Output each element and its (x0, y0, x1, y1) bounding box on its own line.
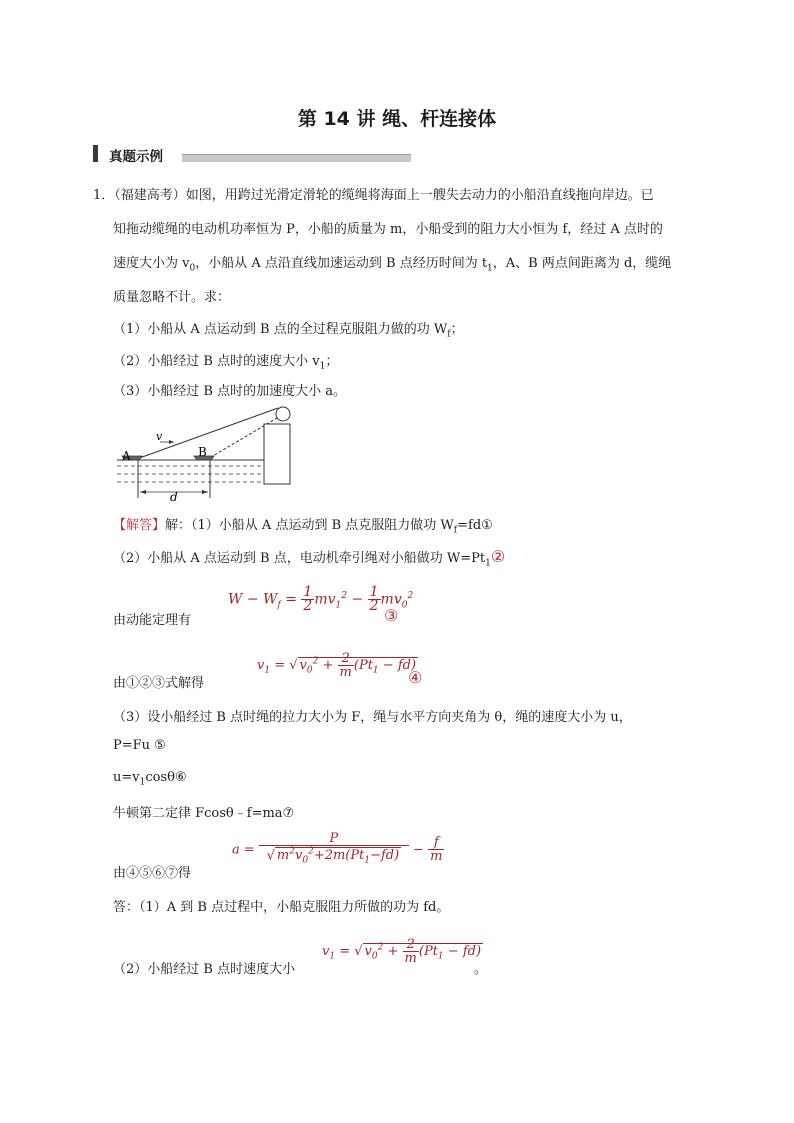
v1-result-equation: $v_1$ = √ $v_0^2$ + $\frac{2}{m}$ $(Pt_1 - fd)$ (257, 651, 417, 680)
answer-line-1: 【解答】解：（1）小船从 A 点运动到 B 点克服阻力做功 $W_f=fd①$ (113, 518, 493, 536)
kinetic-energy-equation: $W - W_f$ = $\frac{1}{2}$ $mv_1^2$ − $\frac{1}{2}$ $mv_0^2$ (228, 584, 414, 614)
answer-line-3: 由动能定理有 (113, 613, 192, 628)
question-sub-3: （3）小船经过 B 点时的加速度大小 a。 (113, 384, 346, 399)
question-line-1: 1．（福建高考）如图，用跨过光滑定滑轮的缆绳将海面上一艘失去动力的小船沿直线拖向岸边。已 (93, 188, 654, 203)
pulley-diagram (112, 402, 302, 504)
answer-line-8: 牛顿第二定律 Fcosθ﹣f=ma⑦ (113, 806, 295, 821)
label-d: d (170, 490, 178, 504)
v1-final-equation: $v_1$ = √ $v_0^2$ + $\frac{2}{m}$ $(Pt_1 - fd)$ (322, 937, 482, 966)
answer-line-10: 答：（1）A 到 B 点过程中，小船克服阻力所做的功为 fd。 (113, 900, 450, 915)
answer-line-11-end: 。 (474, 962, 488, 977)
question-line-2: 知拖动缆绳的电动机功率恒为 P，小船的质量为 m，小船受到的阻力大小恒为 f，经过 A 点时的 (113, 222, 663, 237)
label-b: B (198, 445, 207, 459)
section-title: 真题示例 (109, 149, 163, 165)
answer-line-11: （2）小船经过 B 点时速度大小 (113, 962, 296, 977)
answer-line-6: P=Fu ⑤ (113, 738, 166, 753)
label-a: A (122, 449, 131, 463)
answer-line-2: （2）小船从 A 点运动到 B 点，电动机牵引绳对小船做功 $W=Pt_1②$ (113, 547, 506, 569)
section-marker (93, 145, 98, 162)
answer-line-9: 由④⑤⑥⑦得 (113, 866, 192, 881)
answer-line-4: 由①②③式解得 (113, 676, 205, 691)
eq-marker-3: ③ (384, 606, 399, 625)
question-sub-1: （1）小船从 A 点运动到 B 点的全过程克服阻力做的功 $W_f$； (113, 322, 464, 340)
question-line-3: 速度大小为 $v_0$，小船从 A 点沿直线加速运动到 B 点经历时间为 $t_1$，A、B 两点间距离为 d，缆绳 (113, 256, 672, 274)
answer-line-5: （3）设小船经过 B 点时绳的拉力大小为 F，绳与水平方向夹角为 θ，绳的速度大小为 u， (113, 710, 632, 725)
answer-line-7: $u=v_1\cos\theta ⑥$ (113, 770, 187, 788)
label-v1: v (156, 430, 163, 443)
acceleration-equation: a = $\frac{P}{√ m^2v_0^2+2m(Pt_1-fd)}$ − $\frac{f}{m}$ (232, 831, 443, 866)
page-title: 第 14 讲 绳、杆连接体 (297, 108, 497, 130)
question-line-4: 质量忽略不计。求： (113, 290, 231, 305)
question-sub-2: （2）小船经过 B 点时的速度大小 $v_1$； (113, 354, 339, 372)
section-rule (182, 154, 411, 162)
eq-marker-4: ④ (408, 668, 423, 687)
